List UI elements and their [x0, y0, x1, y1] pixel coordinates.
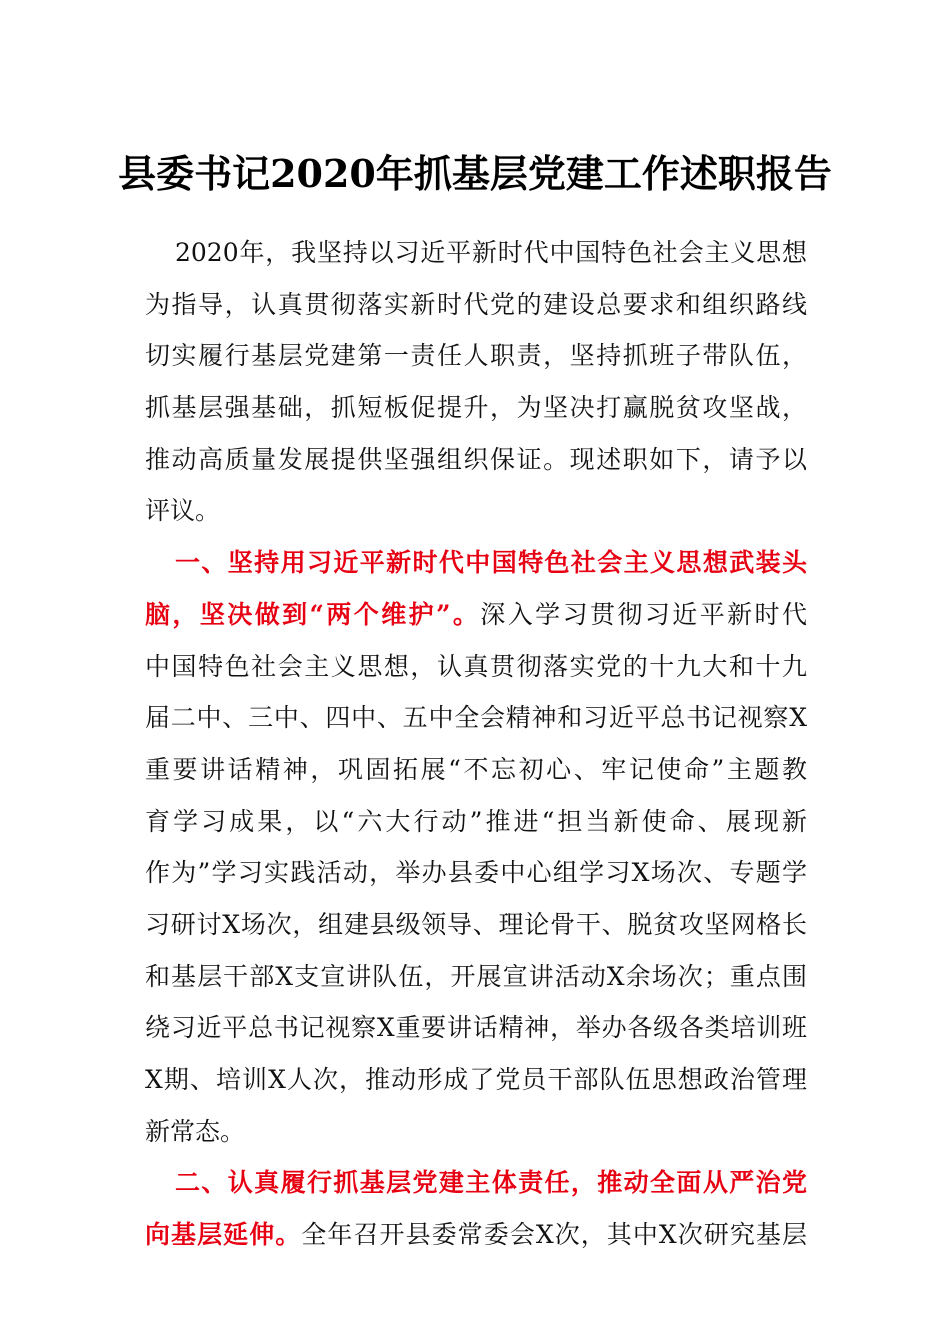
paragraph-line: 和基层干部X支宣讲队伍，开展宣讲活动X余场次；重点围 [145, 961, 807, 991]
paragraph-line-mixed [145, 589, 807, 641]
paragraph-line: X期、培训X人次，推动形成了党员干部队伍思想政治管理 [145, 1065, 807, 1094]
section-heading-2-end: 向基层延伸。 [145, 1220, 302, 1250]
section-heading-2: 二、认真履行抓基层党建主体责任，推动全面从严治党 [175, 1168, 807, 1198]
paragraph-line: 推动高质量发展提供坚强组织保证。现述职如下，请予以 [145, 444, 807, 474]
section-2-text: 全年召开县委常委会X次，其中X次研究基层 [301, 1220, 807, 1250]
section-1-text: 深入学习贯彻习近平新时代 [480, 599, 807, 629]
paragraph-line: 习研讨X场次，组建县级领导、理论骨干、脱贫攻坚网格长 [145, 909, 807, 939]
document-body [145, 227, 807, 1261]
paragraph-line: 中国特色社会主义思想，认真贯彻落实党的十九大和十九 [145, 651, 807, 681]
paragraph-line: 重要讲话精神，巩固拓展“不忘初心、牢记使命”主题教 [145, 754, 807, 784]
paragraph-line: 届二中、三中、四中、五中全会精神和习近平总书记视察X [145, 703, 807, 733]
paragraph-line-mixed [145, 1209, 807, 1261]
section-heading-1-end: 脑，坚决做到“两个维护”。 [145, 599, 481, 629]
paragraph-line: 切实履行基层党建第一责任人职责，坚持抓班子带队伍， [145, 341, 807, 371]
paragraph-line: 作为”学习实践活动，举办县委中心组学习X场次、专题学 [145, 858, 807, 888]
section-heading-1: 一、坚持用习近平新时代中国特色社会主义思想武装头 [175, 548, 807, 578]
paragraph-line: 评议。 [145, 496, 221, 526]
paragraph-line: 绕习近平总书记视察X重要讲话精神，举办各级各类培训班 [145, 1013, 807, 1043]
paragraph-line: 新常态。 [145, 1116, 246, 1146]
document-title: 县委书记2020年抓基层党建工作述职报告 [118, 151, 832, 196]
paragraph-line: 2020年，我坚持以习近平新时代中国特色社会主义思想 [175, 238, 807, 267]
paragraph-line: 为指导，认真贯彻落实新时代党的建设总要求和组织路线 [145, 289, 807, 319]
paragraph-line: 育学习成果，以“六大行动”推进“担当新使命、展现新 [145, 806, 807, 836]
paragraph-line: 抓基层强基础，抓短板促提升，为坚决打赢脱贫攻坚战， [145, 393, 807, 423]
